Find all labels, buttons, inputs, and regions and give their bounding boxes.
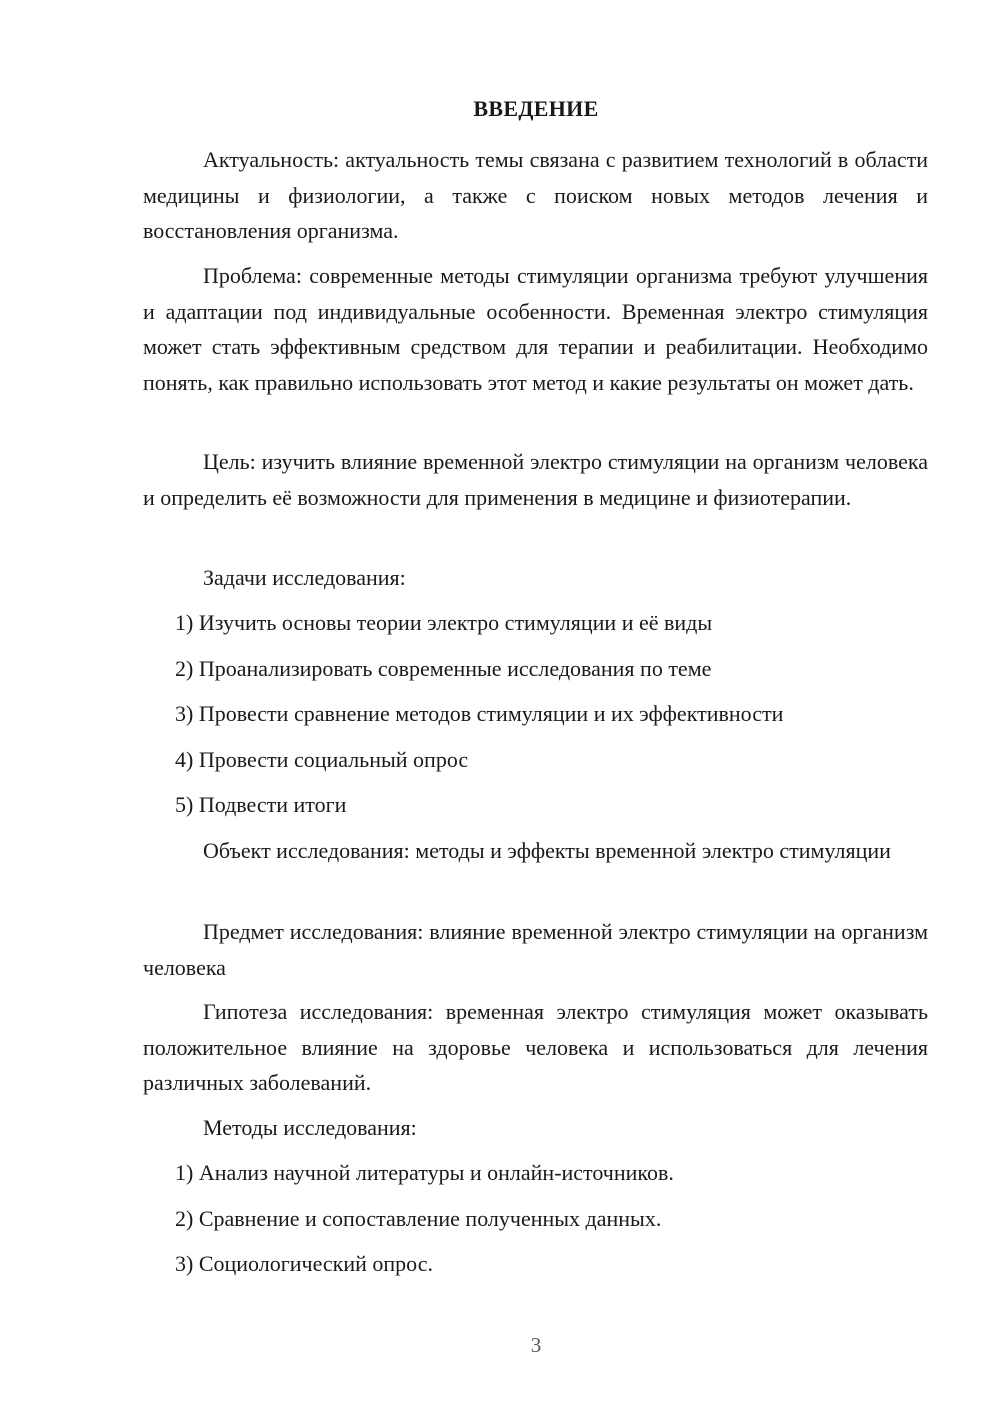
hypothesis-paragraph: Гипотеза исследования: временная электро стимуляция может оказывать положительное влияние на здоровье человека и использоваться для лечения различных заболеваний. [143, 999, 928, 1095]
page-number: 3 [530, 1333, 542, 1357]
method-item: 1) Анализ научной литературы и онлайн-источников. [175, 1160, 674, 1185]
problem-paragraph: Проблема: современные методы стимуляции организма требуют улучшения и адаптации под индивидуальные особенности. Временная электро стимуляция может стать эффективным средством для терапии и реабилитации. Необходимо понять, как правильно использовать этот метод и какие результаты он может дать. [143, 263, 928, 395]
page-title: ВВЕДЕНИЕ [473, 96, 599, 121]
method-item: 3) Социологический опрос. [175, 1251, 433, 1276]
relevance-paragraph: Актуальность: актуальность темы связана с развитием технологий в области медицины и физиологии, а также с поиском новых методов лечения и восстановления организма. [143, 147, 928, 243]
tasks-heading: Задачи исследования: [203, 565, 406, 590]
subject-paragraph: Предмет исследования: влияние временной электро стимуляции на организм человека [143, 919, 928, 980]
task-item: 4) Провести социальный опрос [175, 747, 469, 772]
goal-paragraph: Цель: изучить влияние временной электро стимуляции на организм человека и определить её возможности для применения в медицине и физиотерапии. [143, 449, 928, 510]
methods-heading: Методы исследования: [203, 1115, 417, 1140]
task-item: 3) Провести сравнение методов стимуляции и их эффективности [175, 701, 784, 726]
task-item: 1) Изучить основы теории электро стимуляции и её виды [175, 610, 713, 635]
object-paragraph: Объект исследования: методы и эффекты временной электро стимуляции [203, 838, 891, 863]
task-item: 5) Подвести итоги [175, 792, 347, 817]
task-item: 2) Проанализировать современные исследования по теме [175, 656, 712, 681]
method-item: 2) Сравнение и сопоставление полученных данных. [175, 1206, 662, 1231]
